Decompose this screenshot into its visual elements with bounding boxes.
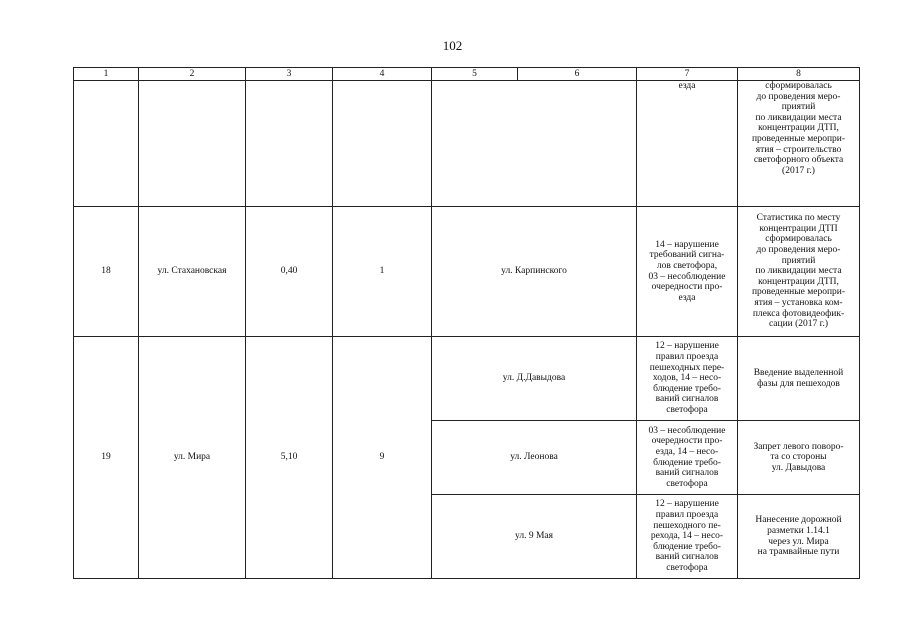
text-line: сации (2017 г.)	[768, 319, 829, 330]
crossing-street: ул. Карпинского	[432, 207, 637, 337]
column-number: 1	[74, 68, 139, 81]
text-line: до проведения меро-	[756, 245, 841, 256]
text-line: фазы для пешеходов	[757, 378, 840, 389]
text-line: до проведения меро-	[756, 91, 841, 102]
text-line: правил проезда	[655, 352, 719, 363]
text-line: сформировалась	[765, 81, 832, 91]
text-line: светофора	[666, 404, 708, 415]
text-line: ваний сигналов	[655, 552, 719, 563]
text-line: 12 – нарушение	[655, 499, 719, 510]
text-line: ятия – установка ком-	[754, 297, 843, 308]
column-number: 8	[738, 68, 860, 81]
measure-cell	[738, 495, 860, 579]
text-line: лов светофора,	[656, 260, 718, 271]
violation-cell	[637, 421, 738, 495]
empty-cell	[333, 81, 432, 207]
text-line: ятия – строительство	[755, 144, 842, 155]
text-line: езда	[678, 292, 696, 303]
table-row-continuation	[74, 81, 860, 207]
text-line: концентрации ДТП,	[758, 276, 839, 287]
text-line: 03 – несоблюдение	[648, 425, 726, 436]
text-line: концентрации ДТП,	[758, 123, 839, 134]
row-number: 18	[74, 207, 139, 337]
crossing-street: ул. Леонова	[432, 421, 637, 495]
text-line: светофора	[666, 562, 708, 573]
violation-cell	[637, 495, 738, 579]
empty-cell	[432, 81, 637, 207]
text-line: 14 – нарушение	[655, 239, 719, 250]
accident-count: 1	[333, 207, 432, 337]
text-line: концентрации ДТП	[759, 223, 838, 234]
text-line: правил проезда	[655, 510, 719, 521]
text-line: ул. Давыдова	[771, 462, 826, 473]
column-number: 6	[518, 68, 637, 81]
text-line: та со стороны	[770, 452, 827, 463]
measure-cell	[738, 421, 860, 495]
text-line: пешеходного пе-	[653, 520, 721, 531]
text-line: блюдение требо-	[653, 457, 721, 468]
violation-cell	[637, 337, 738, 421]
column-number: 5	[432, 68, 518, 81]
street-name: ул. Стахановская	[139, 207, 246, 337]
empty-cell	[246, 81, 333, 207]
column-number: 3	[246, 68, 333, 81]
empty-cell	[139, 81, 246, 207]
text-line: 12 – нарушение	[655, 341, 719, 352]
column-number: 4	[333, 68, 432, 81]
table-row-18	[74, 207, 860, 337]
text-line: через ул. Мира	[768, 536, 829, 547]
violation-cell	[637, 81, 738, 207]
text-line: очередности про-	[651, 436, 723, 447]
text-line: разметки 1.14.1	[767, 525, 830, 536]
text-line: по ликвидации места	[755, 112, 842, 123]
row-number: 19	[74, 337, 139, 579]
column-number: 2	[139, 68, 246, 81]
text-line: блюдение требо-	[653, 541, 721, 552]
measure-cell	[738, 337, 860, 421]
text-line: приятий	[781, 255, 816, 266]
measure-cell	[738, 81, 860, 207]
text-line: требований сигна-	[649, 250, 725, 261]
measure-cell	[738, 207, 860, 337]
text-line: езда, 14 – несо-	[655, 446, 719, 457]
text-line: Статистика по месту	[756, 213, 841, 224]
text-line: ваний сигналов	[655, 394, 719, 405]
text-line: приятий	[781, 102, 816, 113]
table-row-19	[74, 337, 860, 421]
text-line: Введение выделенной	[753, 367, 844, 378]
text-line: светофорного объекта	[753, 155, 844, 166]
column-number-row	[74, 68, 860, 81]
street-name: ул. Мира	[139, 337, 246, 579]
document-table	[73, 67, 860, 579]
text-line: пешеходных пере-	[649, 362, 725, 373]
text-line: плекса фотовидеофик-	[752, 308, 845, 319]
text-line: 03 – несоблюдение	[648, 271, 726, 282]
text-line: блюдение требо-	[653, 383, 721, 394]
text-line: сформировалась	[765, 234, 832, 245]
section-length: 5,10	[246, 337, 333, 579]
empty-cell	[74, 81, 139, 207]
text-line: светофора	[666, 478, 708, 489]
crossing-street: ул. 9 Мая	[432, 495, 637, 579]
text-line: на трамвайные пути	[757, 547, 840, 558]
text-line: ваний сигналов	[655, 468, 719, 479]
crossing-street: ул. Д.Давыдова	[432, 337, 637, 421]
text-line: рехода, 14 – несо-	[650, 531, 724, 542]
section-length: 0,40	[246, 207, 333, 337]
text-line: проведенные меропри-	[751, 133, 846, 144]
text-line: очередности про-	[651, 282, 723, 293]
text-line: Нанесение дорожной	[755, 515, 842, 526]
violation-cell	[637, 207, 738, 337]
text-line: Запрет левого поворо-	[753, 441, 844, 452]
column-number: 7	[637, 68, 738, 81]
text-line: (2017 г.)	[782, 165, 815, 176]
page-number: 102	[442, 38, 463, 53]
text-line: проведенные меропри-	[751, 287, 846, 298]
text-line: езда	[678, 81, 696, 91]
text-line: ходов, 14 – несо-	[652, 373, 722, 384]
text-line: по ликвидации места	[755, 266, 842, 277]
accident-count: 9	[333, 337, 432, 579]
